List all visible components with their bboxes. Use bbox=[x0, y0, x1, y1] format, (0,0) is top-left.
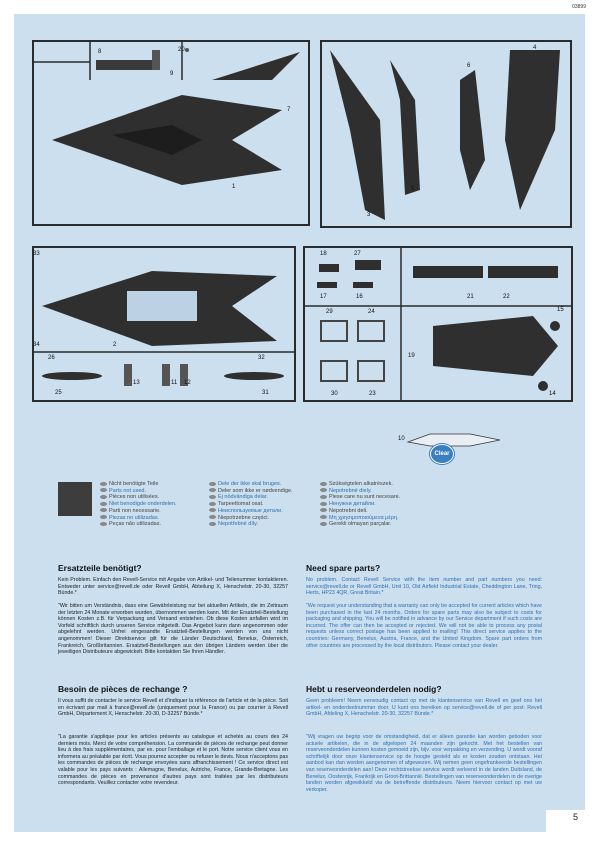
clear-parts-badge: Clear bbox=[430, 444, 454, 464]
flag-icon bbox=[100, 488, 107, 492]
legend-line: Nepotřebné díly. bbox=[209, 521, 293, 528]
legend-line: Nicht benötigte Teile bbox=[100, 481, 177, 488]
flag-icon bbox=[209, 488, 216, 492]
article-code: 03899 bbox=[572, 4, 586, 10]
part-number: 29 bbox=[326, 309, 333, 315]
page-number: 5 bbox=[572, 812, 578, 822]
sprue-c-drawing bbox=[32, 246, 296, 402]
legend-line: Parti non necessarie. bbox=[100, 508, 177, 515]
legend-line: Tarpeettomat osat. bbox=[209, 501, 293, 508]
legend-line: Nepotrebné diely. bbox=[320, 488, 400, 495]
legend-col-2 bbox=[209, 481, 293, 528]
flag-icon bbox=[320, 508, 327, 512]
section-fr-terms: "La garantie s'applique pour les articles présents au catalogue et achetés au cours des 24 derniers mois. Merci de votre compréhension. La commande de pièces de rechange peut donner lieu à des frais supplémentaires, par ex. pour l'emballage et le port. Notre service client vous en informera au préalable par écrit. Vous pourrez accepter ou refuser le devis. Nous n'acceptons pas les commandes de pièces de rechange envoyées sans affranchissement ! Ce service direct est valable pour les pays suivants : Allemagne, Benelux, Autriche, France, Grande-Bretagne. Les commandes de pièces en provenance d'autres pays sont traitées par les distributeurs correspondants. Veuillez contacter votre revendeur. bbox=[58, 734, 288, 787]
section-de-intro: Kein Problem. Einfach den Revell-Service mit Angabe von Artikel- und Teilenummer kontaktieren. Entweder unter service@revell.de oder Revell GmbH, Abteilung X, Henschelstr. 20-30, 32257 Bünde.* bbox=[58, 577, 288, 597]
flag-icon bbox=[320, 502, 327, 506]
flag-icon bbox=[100, 515, 107, 519]
flag-icon bbox=[320, 482, 327, 486]
part-number: 22 bbox=[503, 294, 510, 300]
section-en-terms: "We request your understanding that a warranty can only be accepted for current articles which have been purchased in the last 24 months. Orders for spare parts may also be subject to costs for packaging and shipping. You will be notified in advance by our Service department if such costs are incurred. The offer can then be accepted or rejected. We will not be able to process any postal requests unless correct postage has been applied to mailing! This direct service applies to the countries: Germany, Benelux, Austria, France, and the United Kingdom. Spare part orders from other countries are processed by the local distributors. Please contact your dealer. bbox=[306, 603, 542, 649]
part-number: 1 bbox=[232, 184, 236, 190]
flag-icon bbox=[209, 502, 216, 506]
section-nl-intro: Geen probleem! Neem eenvoudig contact op met de klantenservice van Revell en geef ons het artikel- en onderdeelnummer door. U kunt ons bereiken op service@revell.de of per post: Revell GmbH, Afdeling X, Henschelstr. 20-30, 32257 Bünde.* bbox=[306, 698, 542, 718]
legend-line: Ненужни детайли. bbox=[320, 501, 400, 508]
sprue-b-drawing bbox=[320, 40, 572, 228]
sprue-a-drawing bbox=[32, 40, 310, 226]
section-title-fr: Besoin de pièces de rechange ? bbox=[58, 684, 188, 694]
part-number: 14 bbox=[549, 391, 556, 397]
flag-icon bbox=[209, 515, 216, 519]
part-number: 25 bbox=[55, 390, 62, 396]
legend-line: Peças não utilizadas. bbox=[100, 521, 177, 528]
part-number: 3 bbox=[367, 212, 371, 218]
part-number: 21 bbox=[467, 294, 474, 300]
legend-line: Niet benodigde onderdelen. bbox=[100, 501, 177, 508]
part-number: 2 bbox=[113, 342, 117, 348]
legend-col-1 bbox=[100, 481, 177, 528]
clear-canopy-drawing bbox=[400, 428, 510, 450]
section-title-nl: Hebt u reserveonderdelen nodig? bbox=[306, 684, 442, 694]
flag-icon bbox=[100, 502, 107, 506]
part-number: 19 bbox=[408, 353, 415, 359]
part-number: 17 bbox=[320, 294, 327, 300]
part-number: 18 bbox=[320, 251, 327, 257]
part-number: 8 bbox=[98, 49, 102, 55]
legend-line: Ej nödvändiga delar. bbox=[209, 494, 293, 501]
unused-parts-swatch bbox=[58, 482, 92, 516]
part-number: 20 bbox=[178, 47, 185, 53]
flag-icon bbox=[320, 495, 327, 499]
legend-line: Parts not used. bbox=[100, 488, 177, 495]
legend-line: Dele der ikke skal bruges. bbox=[209, 481, 293, 488]
legend-line: Szükségtelen alkatrészek. bbox=[320, 481, 400, 488]
part-number: 11 bbox=[171, 380, 178, 386]
page-corner bbox=[546, 810, 586, 834]
legend-line: Pièces non utilisées. bbox=[100, 494, 177, 501]
legend-line: Неиспользуемые детали. bbox=[209, 508, 293, 515]
flag-icon bbox=[320, 488, 327, 492]
part-number: 32 bbox=[258, 355, 265, 361]
section-de-terms: "Wir bitten um Verständnis, dass eine Gewährleistung nur bei aktuellen Artikeln, die im Zeitraum der letzten 24 Monate erworben wurden, übernommen werden kann. Mit der Ersatzteil-Bestellung können Kosten z.B. für Verpackung und Versand entstehen. Ob diese Kosten anfallen wird im Vorfeld schriftlich durch unseren Service mitgeteilt. Das Angebot kann dann angenommen oder abgelehnt werden. Unfrei eingesandte Ersatzteil-Bestellungen werden von uns nicht angenommen! Dieser Direktservice gilt für die Länder Deutschland, Benelux, Österreich, Frankreich, Großbritannien. Ersatzteil-Bestellungen aus den übrigen Ländern werden über die jeweiligen Distributeure abgewickelt. Bitte kontaktien Sie Ihren Händler. bbox=[58, 603, 288, 656]
flag-icon bbox=[100, 508, 107, 512]
part-number: 5 bbox=[411, 186, 415, 192]
part-number: 26 bbox=[48, 355, 55, 361]
flag-icon bbox=[100, 522, 107, 526]
legend-line: Nepotrebni deli. bbox=[320, 508, 400, 515]
flag-icon bbox=[209, 508, 216, 512]
part-number: 23 bbox=[369, 391, 376, 397]
part-number: 31 bbox=[262, 390, 269, 396]
part-number: 9 bbox=[170, 71, 174, 77]
section-en-intro: No problem. Contact Revell Service with the item number and part numbers you need: service@revell.de or Revell GmbH, Unit 10, Old Airfield Industrial Estate, Cheddington Lane, Tring, Herts, HP23 4QR, Great Britain.* bbox=[306, 577, 542, 597]
part-number: 7 bbox=[287, 107, 291, 113]
legend-line: Μη χρησιμοποιούμενα μέρη. bbox=[320, 515, 400, 522]
flag-icon bbox=[209, 495, 216, 499]
section-fr-intro: Il vous suffit de contacter le service Revell et d'indiquer la référence de l'article et de la pièce. Soit en écrivant par mail à france@revell.de (uniquement pour la France) ou par courrier à Revell GmbH, Département X, Henschelstr. 20-30, D-32257 Bünde.* bbox=[58, 698, 288, 718]
legend-line: Piezas no utilizadas. bbox=[100, 515, 177, 522]
legend-line: Piese care nu sunt necesare. bbox=[320, 494, 400, 501]
part-number: 6 bbox=[467, 63, 471, 69]
flag-icon bbox=[320, 522, 327, 526]
section-title-de: Ersatzteile benötigt? bbox=[58, 563, 142, 573]
flag-icon bbox=[320, 515, 327, 519]
flag-icon bbox=[209, 482, 216, 486]
flag-icon bbox=[100, 482, 107, 486]
sprue-d-drawing bbox=[303, 246, 573, 402]
part-number: 24 bbox=[368, 309, 375, 315]
flag-icon bbox=[209, 522, 216, 526]
section-title-en: Need spare parts? bbox=[306, 563, 381, 573]
legend-line: Niepotrzebne części. bbox=[209, 515, 293, 522]
part-number: 13 bbox=[133, 380, 140, 386]
part-number: 27 bbox=[354, 251, 361, 257]
part-number: 33 bbox=[33, 251, 40, 257]
part-number: 34 bbox=[33, 342, 40, 348]
part-number: 16 bbox=[356, 294, 363, 300]
legend-col-3 bbox=[320, 481, 400, 528]
part-number: 12 bbox=[184, 380, 191, 386]
part-number: 4 bbox=[533, 45, 537, 51]
part-number: 30 bbox=[331, 391, 338, 397]
legend-line: Deler som ikke er nødvendige. bbox=[209, 488, 293, 495]
section-nl-terms: "Wij vragen uw begrip voor de omstandigheid, dat er alleen garantie kan worden geboden voor actuele artikelen, die in de afgelopen 24 maanden zijn gekocht. Met het bestellen van reserveonderdelen kunnen kosten gemoeid zijn, bijv. voor verpakking en verzending. U wordt vooraf schriftelijk door onze klantenservice op de hoogte gesteld als er kosten zouden ontstaan. Het aanbod kan dan worden aangenomen of afgewezen. Wij nemen geen ongefrankeerde bestellingen van reserveonderdelen aan! Deze rechtstreekse service wordt verleend in de landen Duitsland, de Benelux, Oostenrijk, Frankrijk en Groot-Brittannië. Bestellingen van reserveonderdelen in de overige landen worden afgewikkeld via de betreffende distributeurs. Neem hiervoor contact op met uw verkoper. bbox=[306, 734, 542, 793]
legend-line: Gerekli olmayan parçalar. bbox=[320, 521, 400, 528]
flag-icon bbox=[100, 495, 107, 499]
part-number: 10 bbox=[398, 436, 405, 442]
part-number: 15 bbox=[557, 307, 564, 313]
